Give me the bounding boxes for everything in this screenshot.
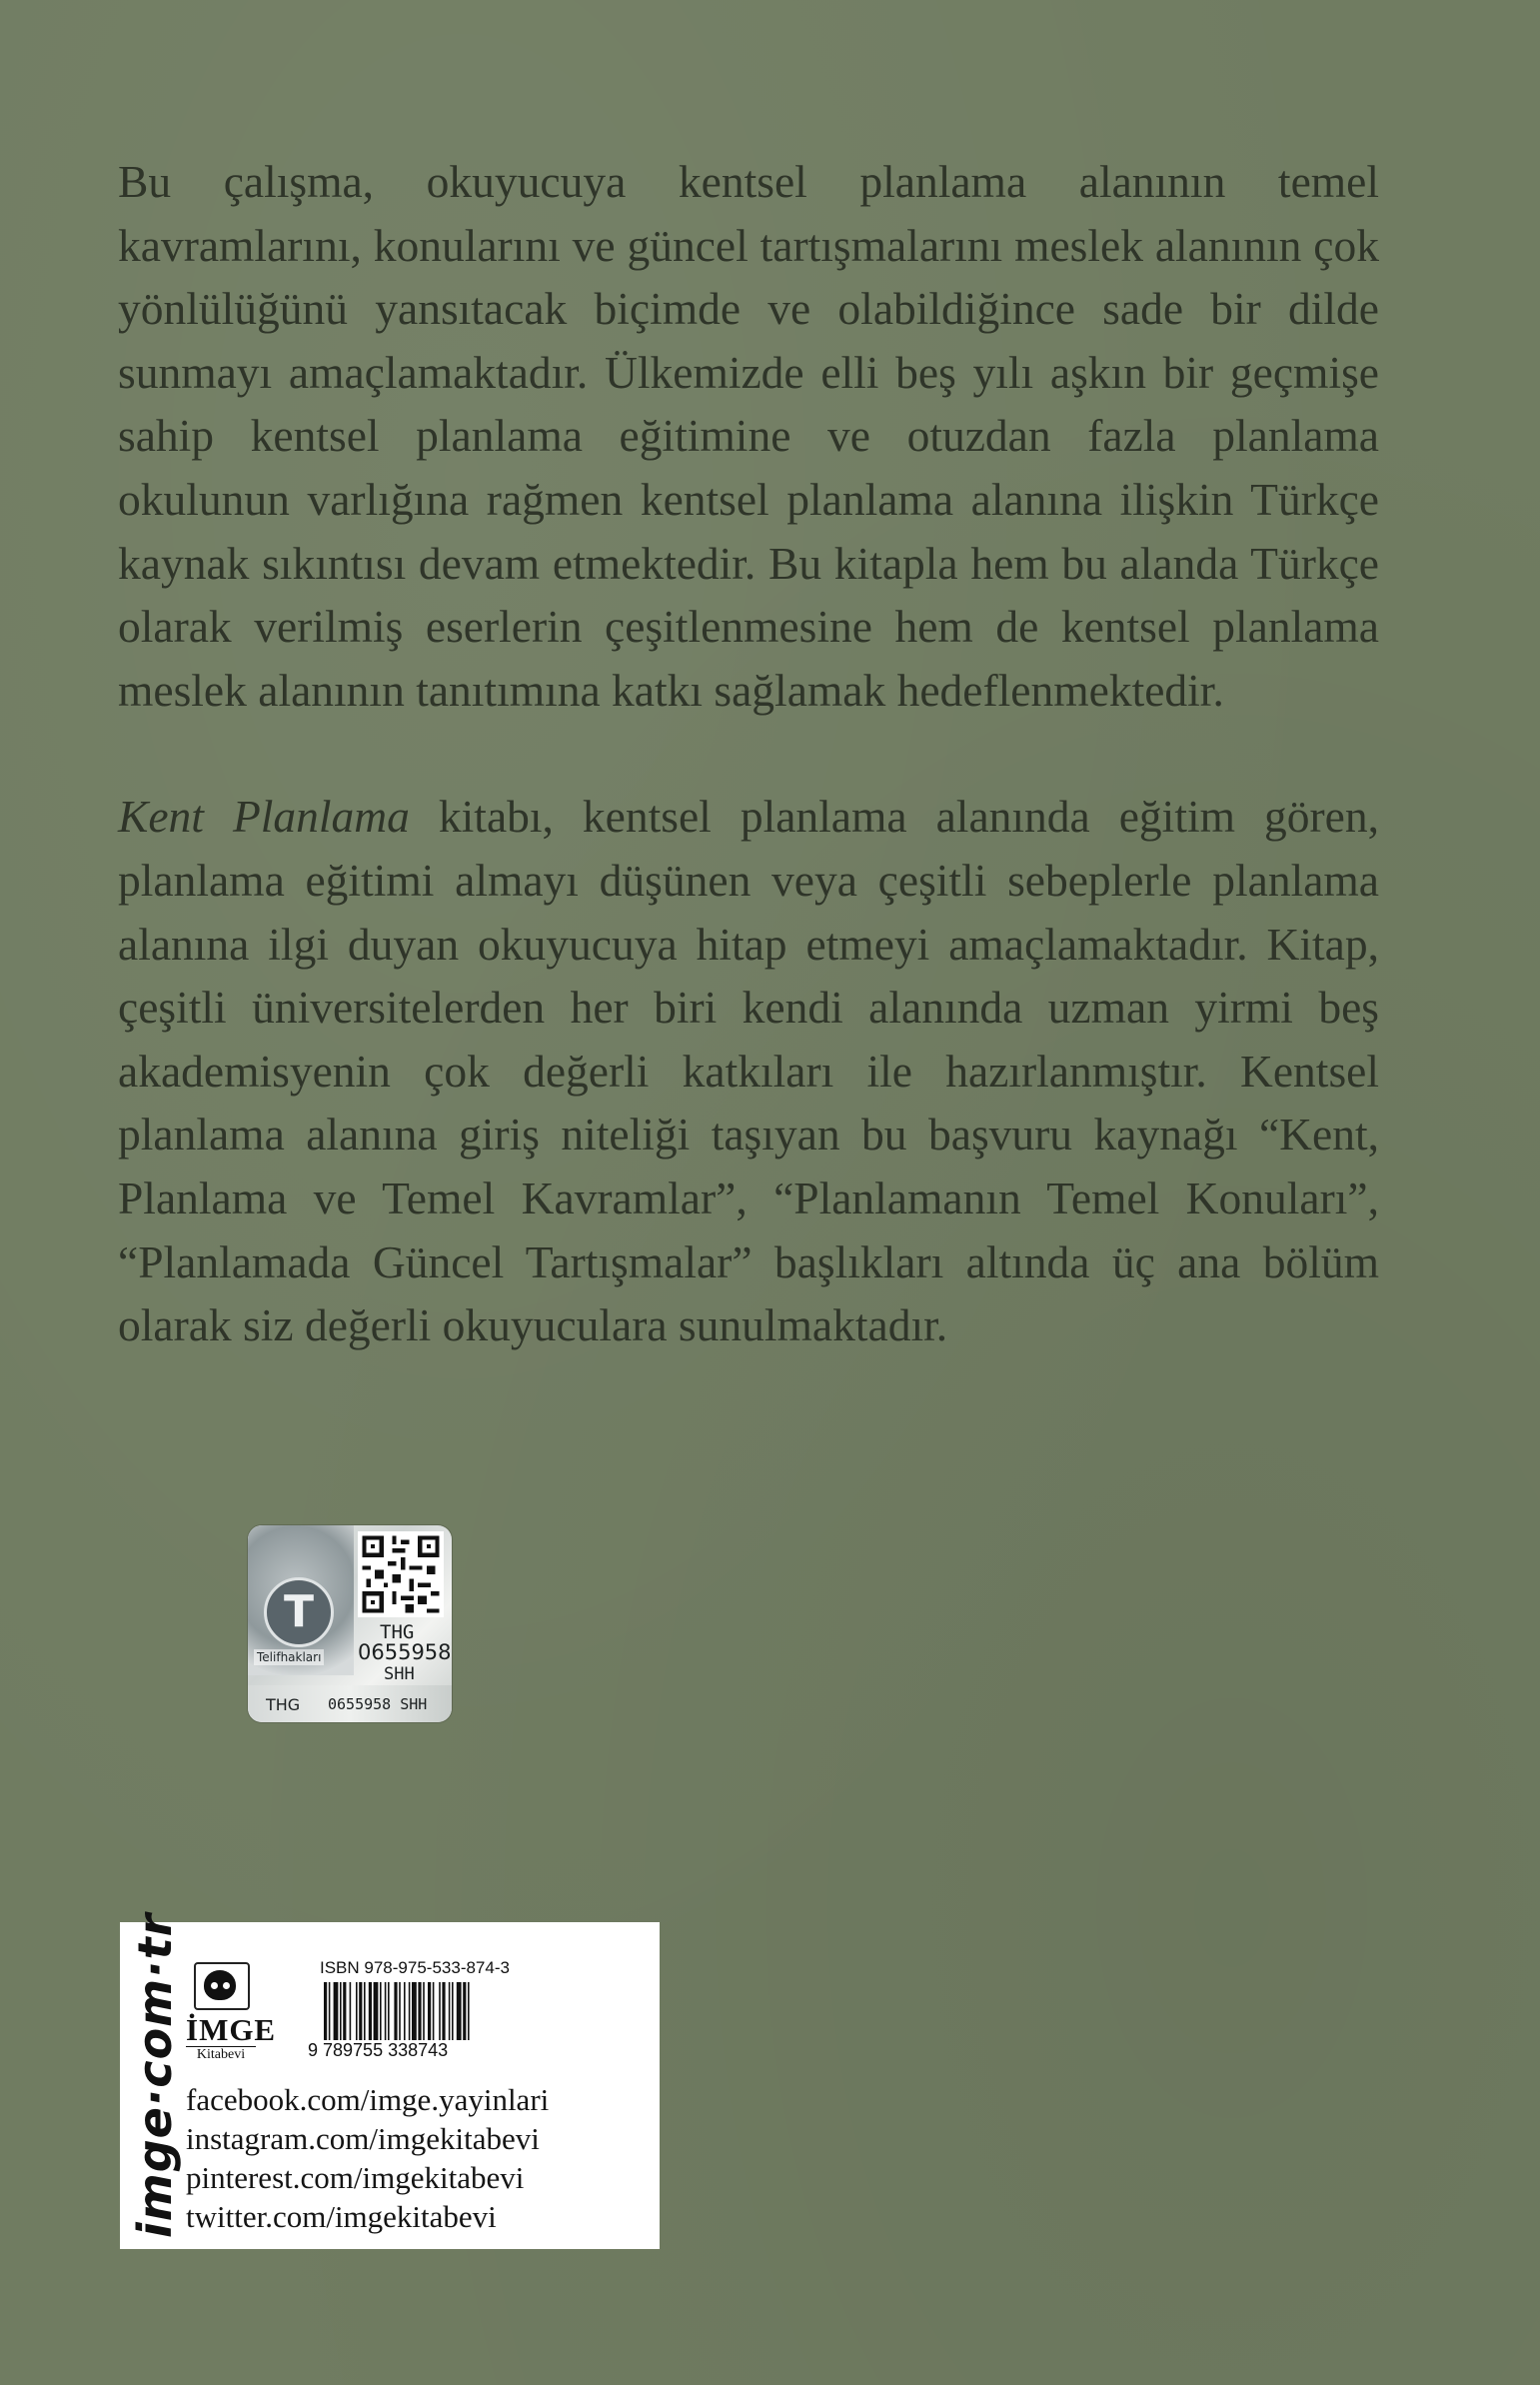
sticker-bottom-thg: THG	[266, 1695, 301, 1714]
social-link-pinterest: pinterest.com/imgekitabevi	[186, 2160, 525, 2195]
social-link-facebook: facebook.com/imge.yayinlari	[186, 2082, 550, 2117]
barcode-digits: 9 789755 338743	[308, 2040, 449, 2060]
barcode-icon	[322, 1982, 552, 2040]
social-link-instagram: instagram.com/imgekitabevi	[186, 2121, 540, 2156]
sticker-bottom-code: 0655958 SHH	[328, 1695, 428, 1713]
logo-name: İMGE	[186, 2012, 277, 2047]
sticker-bottom-strip	[248, 1685, 452, 1722]
blurb-paragraph-2	[118, 785, 1379, 1356]
hologram-label: Telifhakları	[254, 1649, 324, 1665]
cat-logo-icon	[194, 1962, 250, 2010]
blurb-paragraph-2-body: kitabı, kentsel planlama alanında eğitim gören, planlama eğitimi almayı düşünen veya çeşitli sebeplerle planlama alanına ilgi duyan okuyucuya hitap etmeyi amaçlamaktadır. Kitap, çeşitli üniversitelerden her biri kendi alanında uzman yirmi beş akademisyenin çok değerli katkıları ile hazırlanmıştır. Kentsel planlama alanına giriş niteliği taşıyan bu başvuru kaynağı “Kent, Planlama ve Temel Kavramlar”, “Planlamanın Temel Konuları”, “Planlamada Güncel Tartışmalar” başlıkları altında üç ana bölüm olarak siz değerli okuyuculara sunulmaktadır.	[118, 791, 1379, 1351]
sticker-thg-label: THG	[380, 1621, 415, 1643]
social-link-twitter: twitter.com/imgekitabevi	[186, 2199, 497, 2234]
blurb-text	[118, 150, 1379, 1357]
book-title-italic: Kent Planlama	[118, 791, 410, 843]
isbn-number: ISBN 978-975-533-874-3	[320, 1958, 510, 1977]
sticker-shh-label: SHH	[384, 1664, 415, 1684]
sticker-serial-number: 0655958	[358, 1640, 452, 1664]
publisher-info-box	[120, 1912, 660, 2249]
publisher-logo	[186, 1962, 277, 2062]
hologram-logo-icon: T	[264, 1577, 334, 1647]
copyright-hologram-sticker	[248, 1525, 452, 1722]
publisher-website: imge·com·tr	[128, 1912, 182, 2238]
hologram-area	[248, 1525, 354, 1675]
blurb-paragraph-1: Bu çalışma, okuyucuya kentsel planlama alanının temel kavramlarını, konularını ve güncel tartışmalarını meslek alanının çok yönlülüğünü yansıtacak biçimde ve olabildiğince sade bir dilde sunmayı amaçlamaktadır. Ülkemizde elli beş yılı aşkın bir geçmişe sahip kentsel planlama eğitimine ve otuzdan fazla planlama okulunun varlığına rağmen kentsel planlama alanına ilişkin Türkçe kaynak sıkıntısı devam etmektedir. Bu kitapla hem bu alanda Türkçe olarak verilmiş eserlerin çeşitlenmesine hem de kentsel planlama meslek alanının tanıtımına katkı sağlamak hedeflenmektedir.	[118, 156, 1379, 716]
logo-subtitle: Kitabevi	[186, 2046, 256, 2063]
qr-code-icon	[358, 1531, 444, 1617]
